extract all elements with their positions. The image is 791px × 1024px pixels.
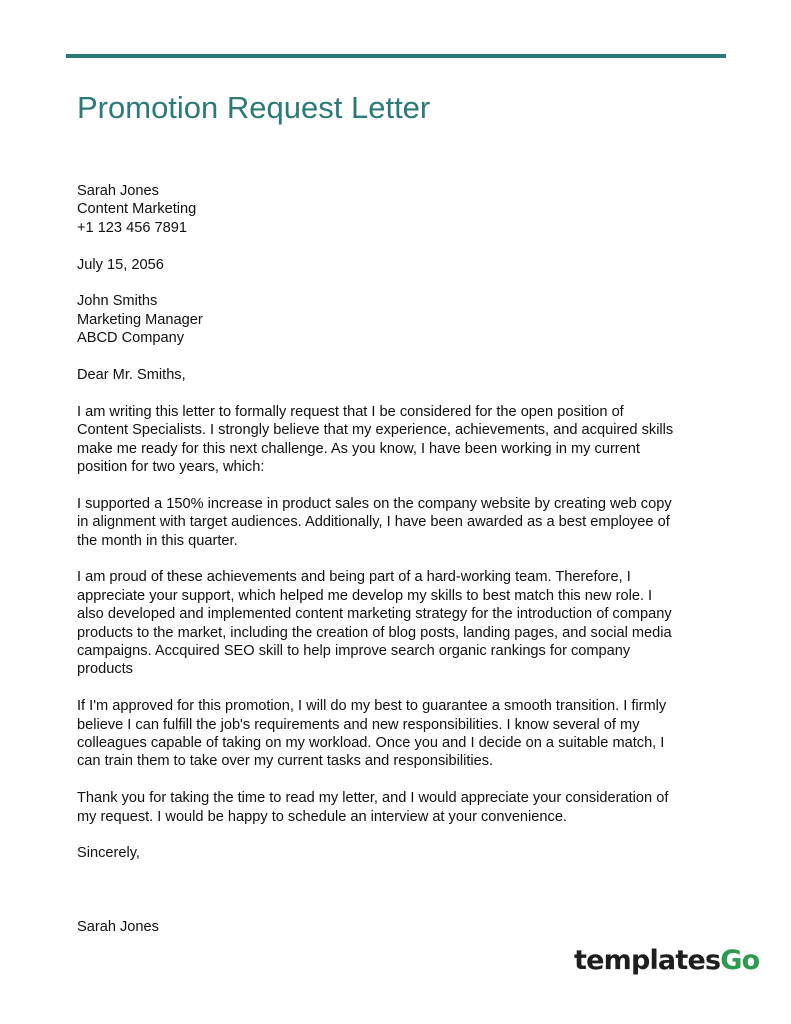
paragraph-line: also developed and implemented content marketing strategy for the introduction of company (77, 606, 672, 623)
header-rule (66, 54, 726, 58)
paragraph-line: in alignment with target audiences. Additionally, I have been awarded as a best employee of (77, 514, 670, 531)
sender-phone: +1 123 456 7891 (77, 219, 187, 236)
logo-text-templates: templates (574, 945, 721, 976)
paragraph-line: campaigns. Accquired SEO skill to help improve search organic rankings for company (77, 643, 631, 660)
paragraph-1 (77, 403, 727, 477)
paragraph-line: products to the market, including the creation of blog posts, landing pages, and social media (77, 624, 672, 641)
paragraph-line: I supported a 150% increase in product sales on the company website by creating web copy (77, 495, 672, 512)
paragraph-line: Content Specialists. I strongly believe that my experience, achievements, and acquired skills (77, 422, 674, 439)
paragraph-3 (77, 568, 727, 678)
templatesgo-logo (574, 945, 759, 977)
paragraph-line: Thank you for taking the time to read my letter, and I would appreciate your consideration of (77, 790, 669, 807)
recipient-company: ABCD Company (77, 330, 185, 347)
paragraph-line: can train them to take over my current tasks and responsibilities. (77, 753, 494, 770)
sender-department: Content Marketing (77, 201, 197, 218)
paragraph-line: position for two years, which: (77, 459, 265, 476)
paragraph-line: my request. I would be happy to schedule an interview at your convenience. (77, 808, 567, 825)
recipient-name: John Smiths (77, 293, 158, 310)
paragraph-line: If I'm approved for this promotion, I will do my best to guarantee a smooth transition. I firmly (77, 698, 667, 715)
recipient-title: Marketing Manager (77, 311, 203, 328)
paragraph-line: I am proud of these achievements and being part of a hard-working team. Therefore, I (77, 569, 631, 586)
paragraph-line: believe I can fulfill the job's requirements and new responsibilities. I know several of my (77, 716, 640, 733)
paragraph-line: the month in this quarter. (77, 532, 238, 549)
letter-body (77, 182, 727, 936)
salutation: Dear Mr. Smiths, (77, 367, 186, 384)
paragraph-4 (77, 697, 727, 771)
page-title: Promotion Request Letter (77, 90, 431, 125)
recipient-block (77, 292, 727, 347)
paragraph-line: colleagues capable of taking on my workload. Once you and I decide on a suitable match, I (77, 735, 665, 752)
paragraph-line: appreciate your support, which helped me develop my skills to best match this new role. I (77, 587, 653, 604)
paragraph-5 (77, 789, 727, 826)
logo-text-go: Go (720, 945, 760, 976)
letter-date: July 15, 2056 (77, 256, 164, 273)
paragraph-2 (77, 495, 727, 550)
closing: Sincerely, (77, 845, 140, 862)
sender-block (77, 182, 727, 237)
paragraph-line: products (77, 661, 133, 678)
sender-name: Sarah Jones (77, 183, 159, 199)
signature-name: Sarah Jones (77, 918, 159, 935)
paragraph-line: I am writing this letter to formally request that I be considered for the open position of (77, 403, 624, 420)
paragraph-line: make me ready for this next challenge. As you know, I have been working in my current (77, 440, 640, 457)
